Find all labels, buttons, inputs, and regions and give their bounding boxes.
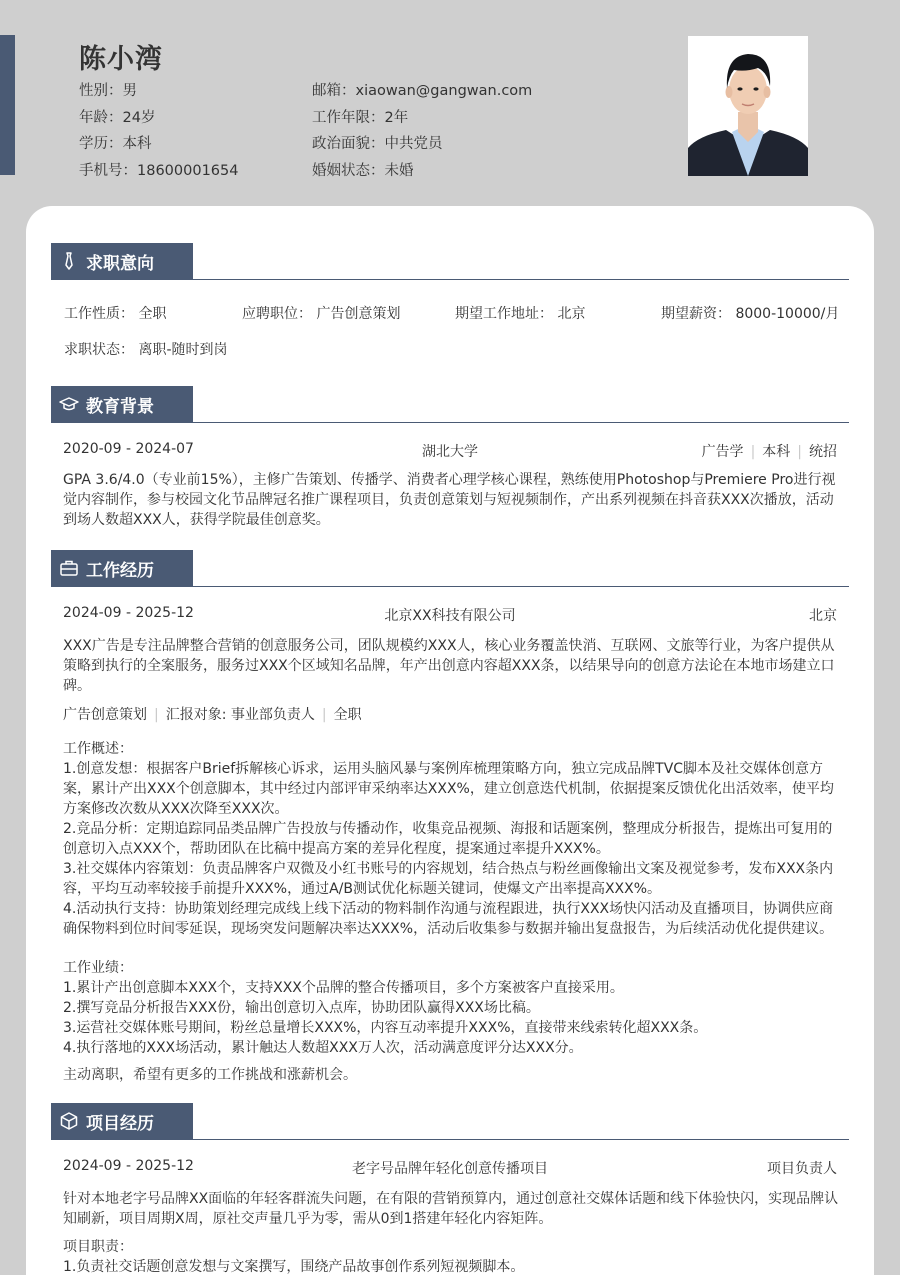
work-overview-item: 3.社交媒体内容策划：负责品牌客户双微及小红书账号的内容规划，结合热点与粉丝画像输出文案及视觉参考，发布XXX条内容，平均互动率较接手前提升XXX%，通过A/B测试优化标题关键词，使爆文产出率提高XXX%。 — [63, 861, 834, 897]
work-overview-item: 4.活动执行支持：协助策划经理完成线上线下活动的物料制作沟通与流程跟进，执行XXX场快闪活动及直播项目，协调供应商确保物料到位时间零延误，现场突发问题解决率达XXX%，活动后收集参与数据并输出复盘报告，为后续活动优化提供建议。 — [63, 901, 834, 937]
work-job-type: 全职 — [333, 707, 362, 723]
age: 年龄：24岁 — [79, 109, 156, 126]
political-status: 政治面貌：中共党员 — [312, 136, 443, 152]
email: 邮箱：xiaowan@gangwan.com — [312, 83, 533, 99]
work-achievement-item: 3.运营社交媒体账号期间，粉丝总量增长XXX%，内容互动率提升XXX%，直接带来线索转化超XXX条。 — [63, 1020, 708, 1036]
company-description: XXX广告是专注品牌整合营销的创意服务公司，团队规模约XXX人，核心业务覆盖快消、互联网、文旅等行业，为客户提供从策略到执行的全案服务，服务过XXX个区域知名品牌，年产出创意内容超XXX条，以结果导向的创意方法论在本地市场建立口碑。 — [63, 638, 835, 694]
tie-icon — [59, 251, 79, 271]
work-achievement-item: 1.累计产出创意脚本XXX个，支持XXX个品牌的整合传播项目，多个方案被客户直接采用。 — [63, 980, 624, 996]
work-period: 2024-09 - 2025-12 — [63, 605, 194, 621]
intent-type: 工作性质： 全职 — [64, 306, 167, 322]
section-title-work: 工作经历 — [86, 560, 154, 581]
project-duties-title: 项目职责： — [63, 1239, 133, 1255]
work-city: 北京 — [809, 608, 837, 624]
intent-position: 应聘职位： 广告创意策划 — [242, 306, 401, 322]
accent-bar — [0, 35, 15, 175]
separator: | — [750, 444, 756, 460]
work-achievements-block — [63, 958, 843, 1058]
section-title-education: 教育背景 — [86, 396, 154, 417]
education-row — [63, 441, 837, 461]
education-period: 2020-09 - 2024-07 — [63, 441, 194, 457]
work-row — [63, 605, 837, 625]
project-period: 2024-09 - 2025-12 — [63, 1158, 194, 1174]
basic-info-right — [312, 78, 532, 184]
intent-salary: 期望薪资： 8000-10000/月 — [661, 306, 840, 322]
section-header-intent — [51, 243, 849, 280]
section-header-work — [51, 550, 849, 587]
work-years: 工作年限：2年 — [312, 109, 409, 126]
candidate-name: 陈小湾 — [79, 44, 163, 75]
separator: | — [797, 444, 802, 460]
work-overview-title: 工作概述： — [63, 741, 133, 757]
work-overview-item: 2.竞品分析：定期追踪同品类品牌广告投放与传播动作，收集竞品视频、海报和话题案例，整理成分析报告，提炼出可复用的创意切入点XXX个，帮助团队在比稿中提高方案的差异化程度，提案通过率提升XXX%。 — [63, 821, 833, 857]
project-description: 针对本地老字号品牌XX面临的年轻客群流失问题，在有限的营销预算内，通过创意社交媒体话题和线下体验快闪，实现品牌认知刷新，项目周期X周，原社交声量几乎为零，需从0到1搭建年轻化内容矩阵。 — [63, 1191, 839, 1227]
work-overview-item: 1.创意发想：根据客户Brief拆解核心诉求，运用头脑风暴与案例库梳理策略方向，独立完成品牌TVC脚本及社交媒体创意方案，累计产出XXX个创意脚本，其中经过内部评审采纳率达XXX%，建立创意迭代机制，依据提案反馈优化出活效率，使平均方案修改次数从XXX次降至XXX次。 — [63, 761, 834, 817]
work-company: 北京XX科技有限公司 — [384, 608, 516, 624]
education-description: GPA 3.6/4.0（专业前15%），主修广告策划、传播学、消费者心理学核心课程，熟练使用Photoshop与Premiere Pro进行视觉内容制作，参与校园文化节品牌冠名推广课程项目，负责创意策划与短视频制作，产出系列视频在抖音获XXX次播放，活动到场人数超XXX人，获得学院最佳创意奖。 — [63, 472, 836, 528]
phone: 手机号：18600001654 — [79, 162, 239, 179]
section-header-education — [51, 386, 849, 423]
section-title-intent: 求职意向 — [86, 253, 154, 274]
profile-photo — [688, 36, 808, 176]
work-report-to: 汇报对象: 事业部负责人 — [165, 707, 315, 723]
education-mode: 统招 — [809, 444, 837, 460]
intent-status: 求职状态： 离职-随时到岗 — [64, 342, 228, 358]
education-degree: 本科 — [762, 444, 791, 460]
project-row — [63, 1158, 837, 1178]
section-tab-education — [51, 386, 193, 422]
section-header-project — [51, 1103, 849, 1140]
project-role: 项目负责人 — [767, 1161, 837, 1177]
project-name: 老字号品牌年轻化创意传播项目 — [352, 1161, 548, 1177]
basic-info-left — [79, 78, 238, 184]
project-duty-item: 1.负责社交话题创意发想与文案撰写，围绕产品故事创作系列短视频脚本。 — [63, 1259, 525, 1275]
briefcase-icon — [59, 558, 79, 578]
cube-icon — [59, 1111, 79, 1131]
section-title-project: 项目经历 — [86, 1113, 154, 1134]
work-achievement-item: 4.执行落地的XXX场活动，累计触达人数超XXX万人次，活动满意度评分达XXX分。 — [63, 1040, 583, 1056]
separator: | — [154, 707, 159, 723]
work-role: 广告创意策划 — [63, 707, 147, 723]
education-major: 广告学 — [701, 444, 744, 460]
gender: 性别：男 — [79, 83, 137, 99]
separator: | — [321, 707, 327, 723]
work-tags — [63, 704, 362, 724]
section-tab-intent — [51, 243, 193, 279]
section-tab-work — [51, 550, 193, 586]
education-tags — [702, 441, 837, 461]
leave-reason: 主动离职，希望有更多的工作挑战和涨薪机会。 — [63, 1067, 357, 1083]
marital-status: 婚姻状态：未婚 — [312, 162, 414, 179]
education-level: 学历：本科 — [79, 136, 152, 152]
work-achievements-title: 工作业绩： — [63, 960, 133, 976]
work-achievement-item: 2.撰写竞品分析报告XXX份，输出创意切入点库，协助团队赢得XXX场比稿。 — [63, 1000, 540, 1016]
section-tab-project — [51, 1103, 193, 1139]
project-duties-block — [63, 1237, 843, 1275]
graduation-cap-icon — [59, 394, 79, 414]
intent-location: 期望工作地址： 北京 — [455, 306, 586, 322]
education-school: 湖北大学 — [422, 444, 478, 460]
work-overview-block — [63, 739, 843, 939]
